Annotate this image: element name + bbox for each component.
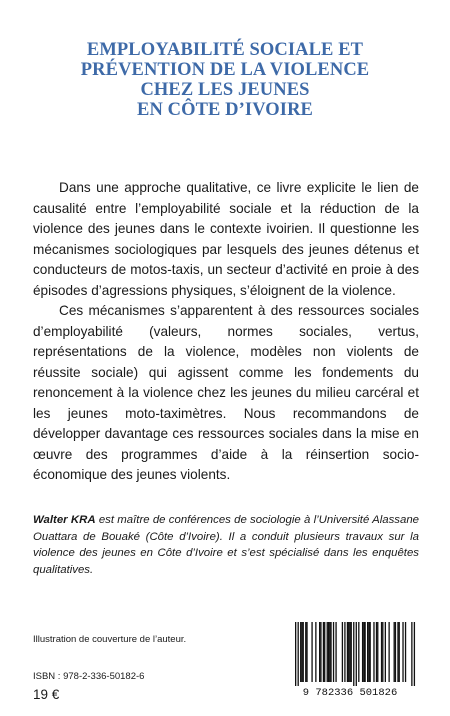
barcode-bar bbox=[311, 622, 312, 682]
barcode-bar bbox=[315, 622, 316, 682]
barcode-bar bbox=[349, 622, 350, 682]
barcode-bar bbox=[356, 622, 357, 686]
cover-credit: Illustration de couverture de l’auteur. bbox=[33, 634, 187, 645]
barcode-bar bbox=[362, 622, 363, 682]
barcode-bar bbox=[358, 622, 359, 682]
isbn: ISBN : 978-2-336-50182-6 bbox=[33, 671, 145, 682]
barcode-bar bbox=[328, 622, 329, 682]
barcode-bar bbox=[348, 622, 349, 682]
barcode-bar bbox=[319, 622, 320, 682]
summary-paragraph-2: Ces mécanismes s’apparentent à des ressources sociales d’employabilité (valeurs, normes sociales, vertus, représentations de la violence, modèles non violents de réussite sociale) qui agissent comme les fondements du renoncement à la violence chez les jeunes du milieu carcéral et les jeunes moto-taximètres. Nous recommandons de développer davantage ces ressources sociales dans la mise en œuvre des programmes d’aide à la réinsertion socio-économique des jeunes violents. bbox=[33, 303, 419, 482]
barcode-bar bbox=[303, 622, 304, 682]
title-line-1: EMPLOYABILITÉ SOCIALE ET bbox=[86, 40, 364, 60]
barcode-bar bbox=[364, 622, 365, 682]
barcode-digits: 9 782336 501826 bbox=[302, 687, 398, 698]
barcode-bar bbox=[347, 622, 348, 682]
barcode-bar bbox=[329, 622, 330, 682]
barcode-bar bbox=[353, 622, 354, 686]
barcode-bar bbox=[327, 622, 328, 682]
barcode-bar bbox=[330, 622, 331, 682]
author-bio-text: est maître de conférences de sociologie à l’Université Alassane Ouattara de Bouaké (Côte d’Ivoire). Il a conduit plusieurs travaux sur la violence des jeunes en Côte d’Ivoire et s’est spécialisé dans les enquêtes qualitatives. bbox=[33, 514, 419, 576]
barcode-bar bbox=[370, 622, 371, 682]
barcode-bar bbox=[306, 622, 307, 682]
barcode-bar bbox=[397, 622, 398, 682]
barcode-bar bbox=[298, 622, 299, 686]
barcode-bar bbox=[394, 622, 395, 682]
barcode-bar bbox=[388, 622, 389, 682]
barcode-bar bbox=[367, 622, 368, 682]
barcode-bar bbox=[411, 622, 412, 686]
title-line-4: EN CÔTE D’IVOIRE bbox=[137, 100, 313, 120]
title-line-3: CHEZ LES JEUNES bbox=[140, 80, 310, 100]
barcode-bar bbox=[342, 622, 343, 682]
barcode-bar bbox=[377, 622, 378, 682]
barcode-bar bbox=[381, 622, 382, 682]
barcode-bar bbox=[382, 622, 383, 682]
barcode-bar bbox=[402, 622, 403, 682]
book-title bbox=[30, 40, 420, 120]
barcode-bar bbox=[301, 622, 302, 682]
barcode-bar bbox=[376, 622, 377, 682]
barcode-bar bbox=[335, 622, 336, 682]
barcode-bar bbox=[344, 622, 345, 682]
barcode-bar bbox=[385, 622, 386, 682]
title-line-2: PRÉVENTION DE LA VIOLENCE bbox=[80, 60, 370, 80]
barcode bbox=[280, 618, 420, 698]
barcode-bar bbox=[333, 622, 334, 682]
author-bio bbox=[33, 512, 419, 578]
barcode-bar bbox=[363, 622, 364, 682]
summary-paragraph-1: Dans une approche qualitative, ce livre explicite le lien de causalité entre l’employabilité sociale et la réduction de la violence des jeunes dans le contexte ivoirien. Il questionne les mécanismes sociologiques par lesquels des jeunes détenus et conducteurs de motos-taxis, un secteur d’activité en proie à des épisodes d’agressions physiques, s’éloignent de la violence. bbox=[33, 180, 419, 298]
barcode-bar bbox=[395, 622, 396, 682]
barcode-bar bbox=[368, 622, 369, 682]
barcode-bar bbox=[399, 622, 400, 682]
barcode-bar bbox=[300, 622, 301, 682]
author-name: Walter KRA bbox=[33, 514, 96, 526]
barcode-bar bbox=[414, 622, 415, 686]
barcode-bar bbox=[323, 622, 324, 682]
barcode-bar bbox=[320, 622, 321, 682]
barcode-bar bbox=[295, 622, 296, 686]
barcode-bar bbox=[305, 622, 306, 682]
barcode-bar bbox=[373, 622, 374, 682]
price: 19 € bbox=[33, 687, 60, 702]
barcode-bar bbox=[405, 622, 406, 682]
barcode-bar bbox=[351, 622, 352, 682]
barcode-bar bbox=[324, 622, 325, 682]
